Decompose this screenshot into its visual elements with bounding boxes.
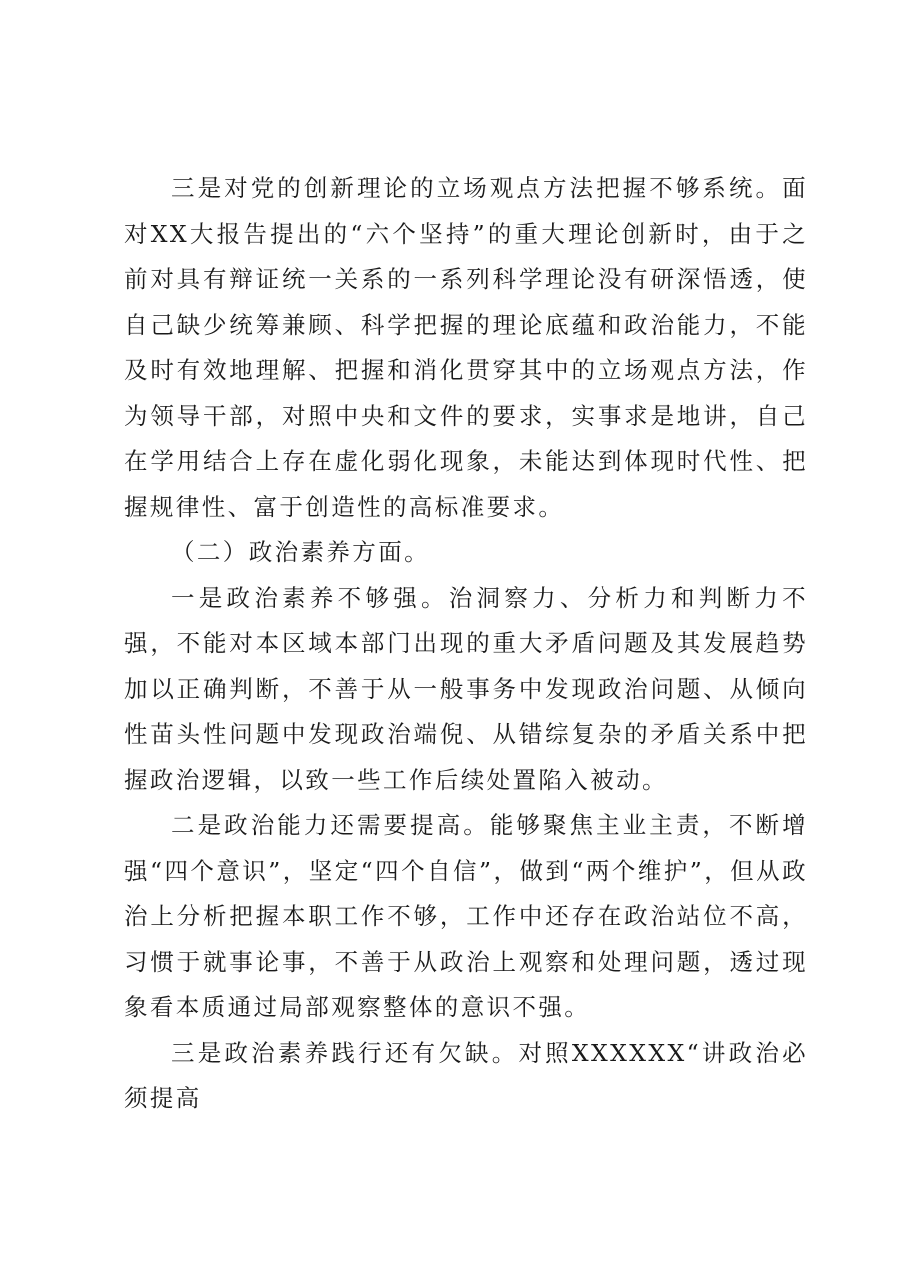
paragraph-political-literacy-weak: 一是政治素养不够强。治洞察力、分析力和判断力不强，不能对本区域本部门出现的重大矛盾问题及其发展趋势加以正确判断，不善于从一般事务中发现政治问题、从倾向性苗头性问题中发现政治端倪、从错综复杂的矛盾关系中把握政治逻辑，以致一些工作后续处置陷入被动。 [124, 583, 808, 794]
paragraph-theory-grasp: 三是对党的创新理论的立场观点方法把握不够系统。面对XX大报告提出的“六个坚持”的重大理论创新时，由于之前对具有辩证统一关系的一系列科学理论没有研深悟透，使自己缺少统筹兼顾、科学把握的理论底蕴和政治能力，不能及时有效地理解、把握和消化贯穿其中的立场观点方法，作为领导干部，对照中央和文件的要求，实事求是地讲，自己在学用结合上存在虚化弱化现象，未能达到体现时代性、把握规律性、富于创造性的高标准要求。 [124, 174, 808, 521]
paragraph-political-practice: 三是政治素养践行还有欠缺。对照XXXXXX“讲政治必须提高 [124, 1038, 808, 1112]
paragraph-political-ability: 二是政治能力还需要提高。能够聚焦主业主责，不断增强“四个意识”，坚定“四个自信”，做到“两个维护”，但从政治上分析把握本职工作不够，工作中还存在政治站位不高，习惯于就事论事，不善于从政治上观察和处理问题，透过现象看本质通过局部观察整体的意识不强。 [124, 811, 808, 1021]
document-body [124, 166, 808, 1122]
section-heading-political-literacy: （二）政治素养方面。 [171, 538, 430, 566]
